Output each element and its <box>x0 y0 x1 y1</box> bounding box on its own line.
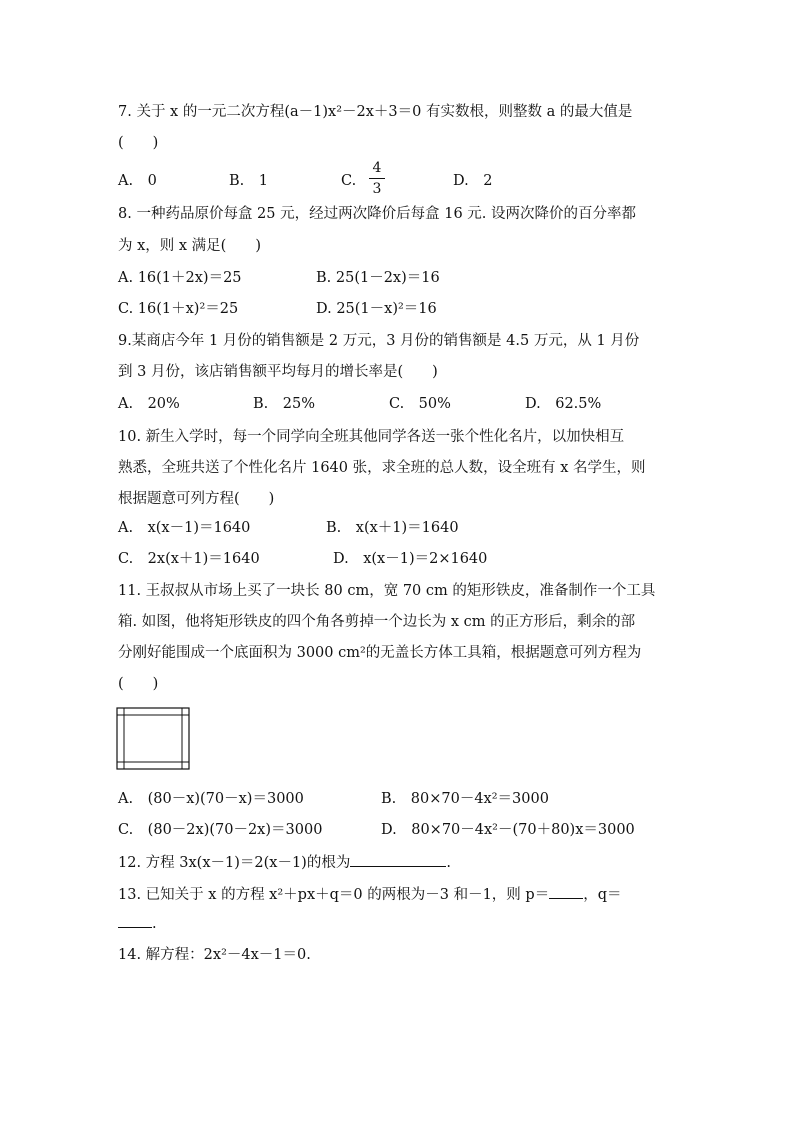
q8-option-d: D. 25(1－x)²＝16 <box>316 301 437 317</box>
sheet-outline <box>117 708 189 769</box>
q12-answer-blank[interactable] <box>350 851 446 867</box>
q10-option-b: B. x(x＋1)＝1640 <box>326 520 459 536</box>
q11-option-a: A. (80－x)(70－x)＝3000 <box>118 791 304 807</box>
q7-option-a: A. 0 <box>118 173 157 189</box>
q12-end: . <box>446 855 451 871</box>
q13-line2 <box>118 912 157 934</box>
q11-option-c: C. (80－2x)(70－2x)＝3000 <box>118 822 323 838</box>
q9-option-a: A. 20% <box>118 396 180 412</box>
q10-stem-line1: 10. 新生入学时，每一个同学向全班其他同学各送一张个性化名片，以加快相互 <box>118 429 625 445</box>
q13-stem-a: 13. 已知关于 x 的方程 x²＋px＋q＝0 的两根为－3 和－1，则 p＝ <box>118 887 550 903</box>
q7-option-b: B. 1 <box>229 173 268 189</box>
q12-line <box>118 851 451 873</box>
q7-answer-paren: ( ) <box>118 135 159 151</box>
q11-option-b: B. 80×70－4x²＝3000 <box>381 791 549 807</box>
q12-stem: 12. 方程 3x(x－1)＝2(x－1)的根为 <box>118 855 351 871</box>
q9-option-b: B. 25% <box>253 396 315 412</box>
q10-option-d: D. x(x－1)＝2×1640 <box>333 551 488 567</box>
q7-option-c-fraction <box>369 160 385 197</box>
q11-option-d: D. 80×70－4x²－(70＋80)x＝3000 <box>381 822 635 838</box>
q8-stem-line2: 为 x，则 x 满足( ) <box>118 238 261 254</box>
sheet-diagram <box>116 707 192 771</box>
q8-option-b: B. 25(1－2x)＝16 <box>316 270 440 286</box>
q9-stem-line2: 到 3 月份，该店销售额平均每月的增长率是( ) <box>118 364 438 380</box>
q11-stem-line2: 箱. 如图，他将矩形铁皮的四个角各剪掉一个边长为 x cm 的正方形后，剩余的部 <box>118 614 636 630</box>
q7-option-d: D. 2 <box>453 173 493 189</box>
q13-end: . <box>152 916 157 932</box>
box-base-outline <box>124 715 182 762</box>
q11-stem-line3: 分刚好能围成一个底面积为 3000 cm²的无盖长方体工具箱，根据题意可列方程为 <box>118 645 642 661</box>
q9-option-c: C. 50% <box>389 396 451 412</box>
q10-stem-line2: 熟悉，全班共送了个性化名片 1640 张，求全班的总人数，设全班有 x 名学生，则 <box>118 460 646 476</box>
q13-stem-b: ，q＝ <box>583 887 622 903</box>
q11-answer-paren: ( ) <box>118 676 159 692</box>
q7-fraction-denominator: 3 <box>372 181 382 197</box>
q13-p-blank[interactable] <box>549 883 583 899</box>
q10-option-c: C. 2x(x＋1)＝1640 <box>118 551 260 567</box>
q10-option-a: A. x(x－1)＝1640 <box>118 520 251 536</box>
q8-option-a: A. 16(1＋2x)＝25 <box>118 270 242 286</box>
q14-stem: 14. 解方程：2x²－4x－1＝0. <box>118 947 311 963</box>
q7-option-c-label: C. <box>341 173 357 189</box>
q8-option-c: C. 16(1＋x)²＝25 <box>118 301 239 317</box>
q13-line <box>118 883 622 905</box>
q9-option-d: D. 62.5% <box>525 396 602 412</box>
q7-stem: 7. 关于 x 的一元二次方程(a－1)x²－2x＋3＝0 有实数根，则整数 a 的最大值是 <box>118 104 633 120</box>
q7-fraction-bar <box>369 178 385 179</box>
q10-stem-line3: 根据题意可列方程( ) <box>118 491 275 507</box>
q13-q-blank[interactable] <box>118 912 152 928</box>
q7-fraction-numerator: 4 <box>372 160 382 176</box>
q9-stem-line1: 9.某商店今年 1 月份的销售额是 2 万元，3 月份的销售额是 4.5 万元，从 1 月份 <box>118 333 640 349</box>
q11-stem-line1: 11. 王叔叔从市场上买了一块长 80 cm，宽 70 cm 的矩形铁皮，准备制作一个工具 <box>118 583 656 599</box>
q8-stem-line1: 8. 一种药品原价每盒 25 元，经过两次降价后每盒 16 元. 设两次降价的百分率都 <box>118 206 636 222</box>
